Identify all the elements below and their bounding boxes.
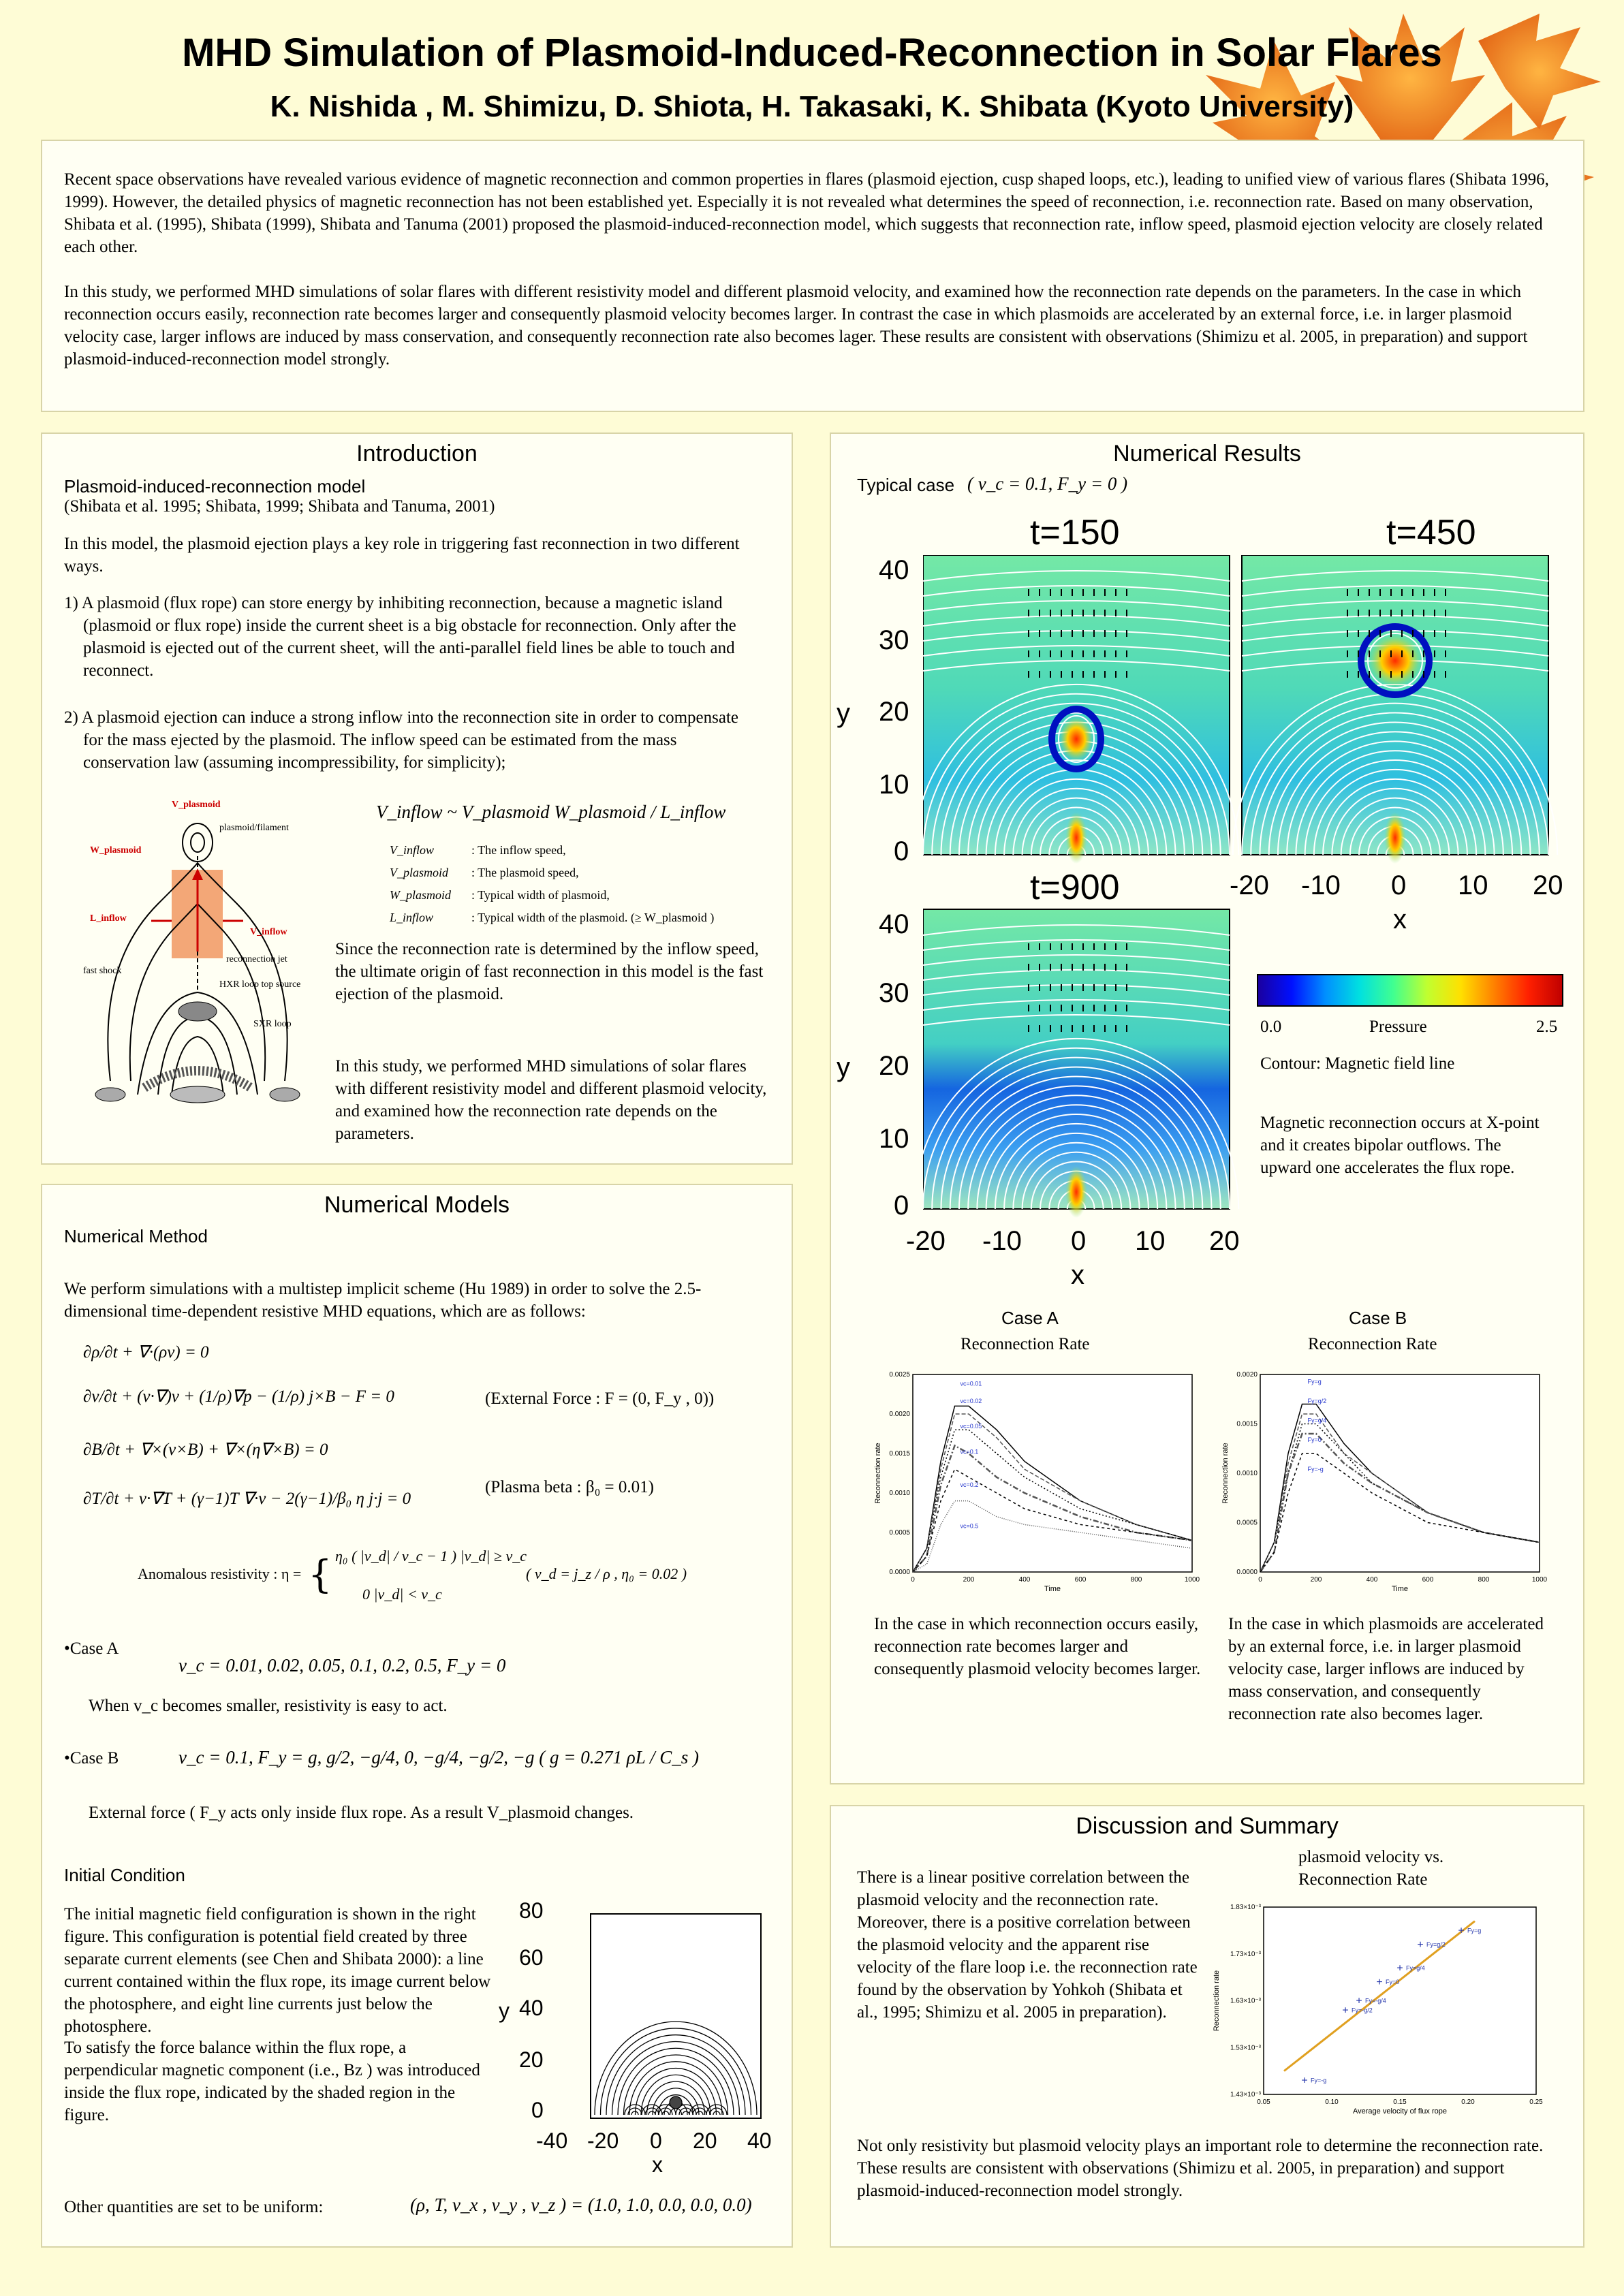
- series-label: vc=0.2: [960, 1481, 979, 1489]
- plasmoid-core: [1059, 716, 1094, 762]
- snap1-ytick: 20: [879, 697, 909, 727]
- discussion-paragraph-2: Not only resistivity but plasmoid velocity plays an important role to determine the reconnection rate. These results are consistent with observations (Shimizu et al. 2005, in preparation) and support plasmoid-induced-reconnection model strongly.: [857, 2137, 1544, 2200]
- colorbar-min: 0.0: [1260, 1018, 1282, 1036]
- init-ytick: 40: [519, 1996, 544, 2020]
- snap3-xtick: 20: [1209, 1226, 1240, 1256]
- x-tick-label: 0.20: [1461, 2098, 1475, 2106]
- x-tick-label: 1000: [1184, 1576, 1200, 1584]
- x-tick-label: 0.10: [1325, 2098, 1339, 2106]
- uniform-quantities-label: Other quantities are set to be uniform:: [64, 2198, 324, 2216]
- snap1-ytick: 0: [894, 836, 909, 866]
- case-a-note: When v_c becomes smaller, resistivity is easy to act.: [89, 1697, 448, 1715]
- snap3-xtick: -20: [906, 1226, 946, 1256]
- point-label: Fy=g/2: [1426, 1941, 1446, 1948]
- init-ytick: 0: [531, 2098, 544, 2122]
- contour-note: Contour: Magnetic field line: [1260, 1054, 1455, 1073]
- typical-case-equation: ( v_c = 0.1, F_y = 0 ): [967, 473, 1128, 494]
- poster-title: MHD Simulation of Plasmoid-Induced-Reconnection in Solar Flares: [182, 31, 1442, 75]
- init-xtick: 40: [747, 2128, 772, 2153]
- author-line: K. Nishida , M. Shimizu, D. Shiota, H. Takasaki, K. Shibata (Kyoto University): [270, 90, 1354, 123]
- scatter-point: +: [1458, 1925, 1465, 1937]
- series-label: vc=0.02: [960, 1398, 982, 1404]
- intro-item-1: 1) A plasmoid (flux rope) can store energy by inhibiting reconnection, because a magnetic island (plasmoid or flux rope) inside the current sheet is a big obstacle for reconnection. Only after the plasmoid is ejected out of the current sheet, will the anti-parallel field lines be able to touch and reconnect.: [64, 594, 736, 680]
- case-b-description: In the case in which plasmoids are accelerated by an external force, i.e. in larger plasmoid velocity case, larger inflows are induced by mass conservation, and consequently reconnection rate also becomes lager.: [1228, 1615, 1544, 1723]
- point-label: Fy=g/4: [1406, 1964, 1425, 1972]
- colorbar-max: 2.5: [1536, 1018, 1558, 1036]
- point-label: Fy=g: [1467, 1927, 1482, 1934]
- init-xtick: -40: [536, 2128, 568, 2153]
- snap3-xlabel: x: [1071, 1260, 1084, 1290]
- reconnection-note: Magnetic reconnection occurs at X-point and it creates bipolar outflows. The upward one accelerates the flux rope.: [1260, 1114, 1540, 1177]
- x-tick-label: 400: [1018, 1576, 1031, 1584]
- numerical-models-panel: [41, 1184, 793, 2248]
- x-axis-label: Average velocity of flux rope: [1353, 2107, 1447, 2116]
- xpoint-heating: [1065, 812, 1087, 864]
- y-tick-label: 0.0005: [1236, 1519, 1258, 1527]
- discussion-paragraph-1: There is a linear positive correlation between the plasmoid velocity and the reconnection rate. Moreover, there is a positive correlation between the plasmoid velocity and the apparent rise velocity of the flare loop i.e. the reconnection rate found by the observation by Yohkoh (Shibata et al., 1995; Shimizu et al. 2005 in preparation).: [857, 1868, 1198, 2022]
- y-tick-label: 0.0020: [889, 1411, 910, 1418]
- series-label: vc=0.05: [960, 1423, 982, 1430]
- typical-case-label: Typical case: [857, 475, 955, 495]
- y-axis-label: Reconnection rate: [1213, 1970, 1221, 2032]
- x-tick-label: 800: [1478, 1576, 1490, 1584]
- model-title: Plasmoid-induced-reconnection model: [64, 476, 366, 497]
- y-tick-label: 0.0000: [889, 1569, 910, 1576]
- case-b-note: External force ( F_y acts only inside flux rope. As a result V_plasmoid changes.: [89, 1804, 634, 1822]
- snap2-xtick: 20: [1533, 870, 1563, 900]
- snap3-xtick: -10: [982, 1226, 1022, 1256]
- init-ytick: 80: [519, 1898, 544, 1923]
- y-tick-label: 0.0025: [889, 1371, 910, 1379]
- abstract-paragraph-1: Recent space observations have revealed various evidence of magnetic reconnection and common properties in flares (plasmoid ejection, cusp shaped loops, etc.), leading to unified view of various flares (Shibata 1996, 1999). However, the detailed physics of magnetic reconnection has not been established yet. Especially it is not revealed what determines the speed of reconnection, i.e. reconnection rate. Based on many observation, Shibata et al. (1995), Shibata (1999), Shibata and Tanuma (2001) proposed the plasmoid-induced-reconnection model, which suggests that reconnection rate, inflow speed, plasmoid ejection velocity are closely related each other.: [64, 170, 1549, 256]
- scatter-point: +: [1356, 1995, 1362, 2007]
- snapshot-t450: [1233, 555, 1557, 864]
- filament-label: plasmoid/filament: [219, 823, 289, 833]
- init-xtick: 20: [693, 2128, 717, 2153]
- scatter-point: +: [1396, 1962, 1403, 1975]
- abstract-paragraph-2: In this study, we performed MHD simulations of solar flares with different resistivity model and different plasmoid velocity, and examined how the reconnection rate depends on the parameters. In the case in which reconnection occurs easily, reconnection rate becomes larger and consequently plasmoid velocity becomes larger. In contrast the case in which plasmoids are accelerated by an external force, i.e. in larger plasmoid velocity case, larger inflows are induced by mass conservation, and consequently reconnection rate also becomes lager. These results are consistent with observations (Shimizu et al. 2005, in preparation) and support plasmoid-induced-reconnection model strongly.: [64, 283, 1528, 368]
- abstract-panel: [41, 140, 1584, 412]
- init-ytick: 60: [519, 1945, 544, 1970]
- shock-label: fast shock: [83, 966, 122, 976]
- resistivity-case-2: 0 |v_d| < v_c: [362, 1586, 442, 1603]
- init-ytick: 20: [519, 2047, 544, 2072]
- continuity-equation: ∂ρ/∂t + ∇·(ρv) = 0: [83, 1343, 209, 1362]
- snap3-ytick: 40: [879, 909, 909, 939]
- symbol-definitions: [390, 839, 714, 929]
- y-tick-label: 1.53×10⁻³: [1230, 2044, 1261, 2052]
- snap2-xtick: -10: [1301, 870, 1341, 900]
- hxr-label: HXR loop top source: [219, 979, 301, 990]
- plot-frame: [1264, 1907, 1536, 2094]
- introduction-panel: [41, 433, 793, 1165]
- snap3-ytick: 30: [879, 978, 909, 1008]
- definition-row: L_inflow : Typical width of the plasmoid. (≥ W_plasmoid ): [390, 911, 715, 924]
- y-tick-label: 0.0005: [889, 1529, 910, 1537]
- snap3-ytick: 10: [879, 1124, 909, 1154]
- y-tick-label: 1.83×10⁻³: [1230, 1904, 1261, 1911]
- discussion-heading: Discussion and Summary: [1076, 1813, 1339, 1839]
- y-tick-label: 0.0010: [889, 1490, 910, 1497]
- snap3-xtick: 0: [1071, 1226, 1087, 1256]
- plasma-beta-note: (Plasma beta : β₀ = 0.01): [485, 1478, 654, 1496]
- resistivity-block: Anomalous resistivity : η = { η₀ ( |v_d| / v_c − 1 ) |v_d| ≥ v_c 0 |v_d| < v_c ( v_d = j_z / ρ , η₀ = 0.02 ): [138, 1547, 687, 1603]
- uniform-quantities-equation: (ρ, T, v_x , v_y , v_z ) = (1.0, 1.0, 0.0, 0.0, 0.0): [410, 2195, 752, 2215]
- y-tick-label: 0.0015: [1236, 1420, 1258, 1428]
- linflow-label: L_inflow: [90, 913, 127, 924]
- inflow-formula: V_inflow ~ V_plasmoid W_plasmoid / L_inflow: [376, 802, 726, 822]
- resistivity-label: Anomalous resistivity : η =: [138, 1565, 302, 1582]
- snapshot-t900: [923, 909, 1238, 1218]
- scatter-point: +: [1376, 1977, 1383, 1988]
- resistivity-definitions: ( v_d = j_z / ρ , η₀ = 0.02 ): [526, 1565, 687, 1582]
- x-tick-label: 0: [1258, 1576, 1262, 1584]
- models-heading: Numerical Models: [324, 1192, 510, 1218]
- initial-condition-paragraph-2: To satisfy the force balance within the flux rope, a perpendicular magnetic component (i.e., Bz ) was introduced inside the flux rope, indicated by the shaded region in the figure.: [64, 2039, 480, 2124]
- intro-paragraph: In this model, the plasmoid ejection plays a key role in triggering fast reconnection in two different ways.: [64, 535, 740, 576]
- snap3-ytick: 0: [894, 1191, 909, 1221]
- init-ylabel: y: [499, 1998, 510, 2023]
- case-a-equation: v_c = 0.01, 0.02, 0.05, 0.1, 0.2, 0.5, F_y = 0: [178, 1655, 506, 1676]
- point-label: Fy=-g: [1311, 2077, 1327, 2084]
- init-xtick: 0: [650, 2128, 662, 2153]
- wplasmoid-label: W_plasmoid: [90, 845, 142, 855]
- resistivity-case-1: η₀ ( |v_d| / v_c − 1 ) |v_d| ≥ v_c: [335, 1547, 527, 1564]
- velocity-vs-rate-plot: [1209, 1900, 1550, 2125]
- definition-row: W_plasmoid : Typical width of plasmoid,: [390, 888, 610, 902]
- y-tick-label: 0.0015: [889, 1450, 910, 1458]
- energy-equation: ∂T/∂t + v·∇T + (γ−1)T ∇·v − 2(γ−1)/β₀ η j·j = 0: [83, 1490, 411, 1508]
- correlation-figure-title: plasmoid velocity vs. Reconnection Rate: [1298, 1848, 1444, 1889]
- y-tick-label: 0.0020: [1236, 1371, 1258, 1379]
- case-b-title: Case B: [1349, 1308, 1407, 1328]
- case-b-label: •Case B: [64, 1749, 119, 1767]
- results-heading: Numerical Results: [1113, 441, 1301, 467]
- case-b-reconnection-plot: [1219, 1362, 1553, 1607]
- momentum-equation: ∂v/∂t + (v·∇)v + (1/ρ)∇p − (1/ρ) j×B − F = 0: [83, 1387, 394, 1406]
- x-tick-label: 200: [1310, 1576, 1322, 1584]
- case-a-title: Case A: [1001, 1308, 1059, 1328]
- introduction-heading: Introduction: [356, 441, 478, 467]
- intro-paragraph-3: Since the reconnection rate is determined by the inflow speed, the ultimate origin of fast reconnection in this model is the fast ejection of the plasmoid.: [335, 940, 764, 1003]
- plot-frame: [913, 1374, 1192, 1572]
- definition-row: V_plasmoid : The plasmoid speed,: [390, 866, 579, 879]
- plasmoid-model-schematic: [69, 795, 356, 1129]
- snap3-ytick: 20: [879, 1051, 909, 1081]
- snap3-xtick: 10: [1135, 1226, 1166, 1256]
- snap1-ylabel: y: [837, 698, 850, 728]
- series-label: Fy=-g: [1307, 1466, 1324, 1473]
- initial-field-figure: [546, 1907, 778, 2152]
- y-tick-label: 1.73×10⁻³: [1230, 1950, 1261, 1958]
- case-a-reconnection-plot: [872, 1362, 1206, 1607]
- initial-condition-title: Initial Condition: [64, 1865, 185, 1885]
- series-label: Fy=g/2: [1307, 1398, 1327, 1404]
- series-label: Fy=g/4: [1307, 1417, 1327, 1424]
- jet-label: reconnection jet: [226, 954, 287, 964]
- pressure-colorbar: [1257, 974, 1563, 1007]
- x-tick-label: 200: [963, 1576, 975, 1584]
- init-xlabel: x: [652, 2152, 663, 2177]
- snapshot-t150: [923, 555, 1238, 864]
- y-axis-label: Reconnection rate: [874, 1443, 882, 1504]
- sxr-label: SXR loop: [253, 1019, 292, 1029]
- series-label: Fy=0: [1307, 1436, 1322, 1443]
- intro-paragraph-4: In this study, we performed MHD simulations of solar flares with different resistivity model and different plasmoid velocity, and examined how the reconnection rate depends on the parameters.: [335, 1057, 767, 1143]
- snap2-xlabel: x: [1393, 905, 1407, 934]
- point-label: Fy=0: [1386, 1979, 1400, 1985]
- scatter-point: +: [1301, 2075, 1308, 2087]
- colorbar-label: Pressure: [1369, 1018, 1427, 1036]
- model-reference: (Shibata et al. 1995; Shibata, 1999; Shibata and Tanuma, 2001): [64, 497, 495, 516]
- point-label: Fy=-g/4: [1365, 1997, 1386, 2004]
- snap2-xtick: -20: [1230, 870, 1269, 900]
- scatter-point: +: [1417, 1939, 1424, 1951]
- case-a-label: •Case A: [64, 1639, 119, 1658]
- xpoint-heating: [1065, 1166, 1087, 1218]
- y-axis-label: Reconnection rate: [1221, 1443, 1230, 1504]
- scatter-point: +: [1342, 2004, 1349, 2017]
- point-label: Fy=-g/2: [1352, 2007, 1373, 2014]
- series-label: vc=0.5: [960, 1522, 979, 1530]
- definition-row: V_inflow : The inflow speed,: [390, 843, 566, 857]
- y-tick-label: 0.0010: [1236, 1470, 1258, 1477]
- intro-item-2: 2) A plasmoid ejection can induce a strong inflow into the reconnection site in order to compensate for the mass ejected by the plasmoid. The inflow speed can be estimated from the mass conservation law (assuming incompressibility, for simplicity);: [64, 708, 739, 772]
- series-label: vc=0.01: [960, 1380, 982, 1387]
- series-label: vc=0.1: [960, 1448, 979, 1456]
- snap2-xtick: 10: [1458, 870, 1488, 900]
- x-tick-label: 1000: [1531, 1576, 1548, 1584]
- snapshot-title-450: t=450: [1386, 513, 1476, 552]
- external-force-note: (External Force : F = (0, F_y , 0)): [485, 1389, 715, 1408]
- plasmoid-core: [1368, 633, 1422, 688]
- x-axis-label: Time: [1391, 1585, 1409, 1593]
- y-tick-label: 0.0000: [1236, 1569, 1258, 1576]
- vplasmoid-label: V_plasmoid: [172, 800, 221, 810]
- snapshot-title-150: t=150: [1030, 513, 1120, 552]
- x-tick-label: 400: [1366, 1576, 1378, 1584]
- x-tick-label: 600: [1422, 1576, 1434, 1584]
- x-tick-label: 0: [911, 1576, 915, 1584]
- vinflow-label: V_inflow: [250, 927, 287, 937]
- method-paragraph: We perform simulations with a multistep implicit scheme (Hu 1989) in order to solve the 2.5-dimensional time-dependent resistive MHD equations, which are as follows:: [64, 1280, 702, 1321]
- x-tick-label: 800: [1130, 1576, 1142, 1584]
- method-title: Numerical Method: [64, 1226, 208, 1246]
- snap3-ylabel: y: [837, 1052, 850, 1082]
- snap2-xtick: 0: [1391, 870, 1407, 900]
- induction-equation: ∂B/∂t + ∇×(v×B) + ∇×(η∇×B) = 0: [83, 1441, 328, 1459]
- snapshot-title-900: t=900: [1030, 868, 1120, 907]
- y-tick-label: 1.63×10⁻³: [1230, 1997, 1261, 2005]
- x-tick-label: 0.05: [1257, 2098, 1270, 2106]
- y-tick-label: 1.43×10⁻³: [1230, 2091, 1261, 2098]
- x-axis-label: Time: [1044, 1585, 1061, 1593]
- series-label: Fy=g: [1307, 1378, 1322, 1385]
- case-b-equation: v_c = 0.1, F_y = g, g/2, −g/4, 0, −g/4, −g/2, −g ( g = 0.271 ρL / C_s ): [178, 1747, 699, 1767]
- xpoint-heating: [1384, 812, 1406, 864]
- snap1-ytick: 30: [879, 625, 909, 655]
- init-xtick: -20: [587, 2128, 619, 2153]
- case-a-plot-title: Reconnection Rate: [961, 1335, 1090, 1353]
- x-tick-label: 0.15: [1393, 2098, 1407, 2106]
- initial-condition-paragraph-1: The initial magnetic field configuration is shown in the right figure. This configuration is potential field created by three separate current elements (see Chen and Shibata 2000): a line current contained within the flux rope, its image current below the photosphere, and eight line currents just below the photosphere.: [64, 1905, 491, 2036]
- case-a-description: In the case in which reconnection occurs easily, reconnection rate becomes larger and consequently plasmoid velocity becomes larger.: [874, 1615, 1201, 1678]
- x-tick-label: 600: [1074, 1576, 1087, 1584]
- case-b-plot-title: Reconnection Rate: [1308, 1335, 1437, 1353]
- hxr-source: [178, 1002, 217, 1021]
- snap1-ytick: 40: [879, 555, 909, 585]
- snap1-ytick: 10: [879, 770, 909, 800]
- x-tick-label: 0.25: [1529, 2098, 1543, 2106]
